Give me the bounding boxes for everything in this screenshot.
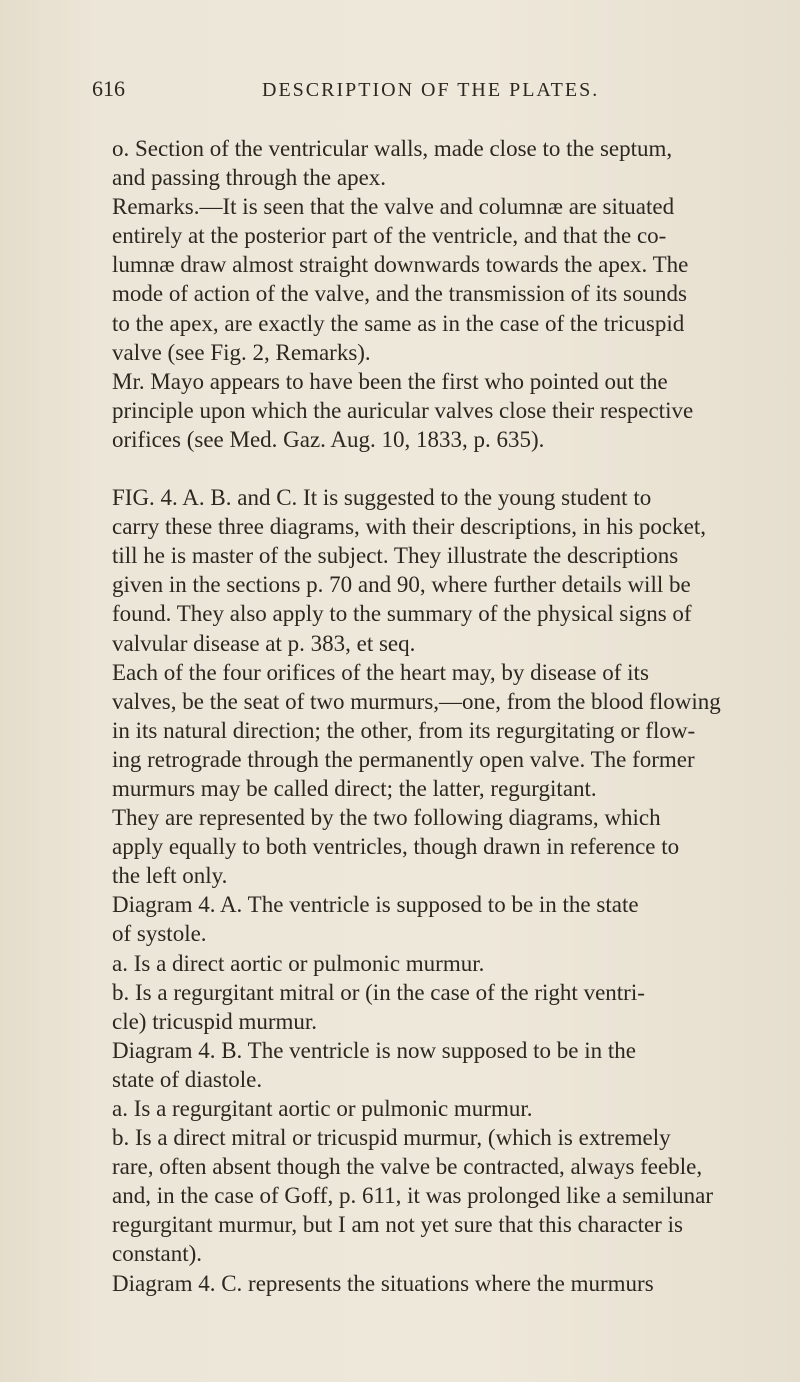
paragraph-diagram-4b [88, 1036, 752, 1094]
text-line: the left only. [112, 863, 228, 889]
text-line: rare, often absent though the valve be contracted, always feeble, [112, 1154, 703, 1180]
text-line: principle upon which the auricular valves close their respective [112, 397, 694, 423]
text-line: Diagram 4. B. The ventricle is now supposed to be in the [112, 1037, 637, 1063]
text-line: mode of action of the valve, and the transmission of its sounds [112, 281, 687, 307]
text-line: They are represented by the two following diagrams, which [112, 805, 661, 831]
text-line: state of diastole. [112, 1066, 263, 1092]
text-line: found. They also apply to the summary of the physical signs of [112, 601, 692, 627]
text-line: o. Section of the ventricular walls, made close to the septum, [112, 136, 673, 161]
text-line: valves, be the seat of two murmurs,—one, from the blood flowing [112, 688, 721, 714]
text-line: carry these three diagrams, with their descriptions, in his pocket, [112, 514, 706, 540]
running-title: DESCRIPTION OF THE PLATES. [262, 79, 600, 101]
paragraph-diagram-4c [88, 1269, 752, 1298]
text-line: till he is master of the subject. They illustrate the descriptions [112, 543, 679, 569]
paragraph-4a-item-b [88, 978, 752, 1036]
text-line: regurgitant murmur, but I am not yet sure that this character is [112, 1212, 683, 1238]
text-line: ing retrograde through the permanently open valve. The former [112, 746, 695, 772]
paragraph-4b-item-b [88, 1123, 752, 1268]
paragraph-remarks [88, 192, 752, 367]
text-line: a. Is a regurgitant aortic or pulmonic murmur. [112, 1096, 533, 1121]
text-line: b. Is a direct mitral or tricuspid murmur, (which is extremely [112, 1125, 671, 1151]
text-line: to the apex, are exactly the same as in the case of the tricuspid [112, 310, 685, 336]
text-line: Diagram 4. C. represents the situations where the murmurs [112, 1270, 654, 1296]
paragraph-fig-4 [88, 483, 752, 658]
text-line: and, in the case of Goff, p. 611, it was prolonged like a semilunar [112, 1183, 714, 1209]
text-line: of systole. [112, 921, 207, 947]
running-head [88, 76, 752, 116]
text-line: Mr. Mayo appears to have been the first who pointed out the [112, 368, 668, 394]
text-line: a. Is a direct aortic or pulmonic murmur. [112, 950, 485, 976]
paragraph-represented [88, 803, 752, 890]
text-line: and passing through the apex. [112, 165, 387, 191]
text-line: lumnæ draw almost straight downwards towards the apex. The [112, 252, 689, 278]
text-line: murmurs may be called direct; the latter, regurgitant. [112, 775, 597, 801]
text-line: in its natural direction; the other, from its regurgitating or flow- [112, 717, 696, 743]
paragraph-mayo [88, 367, 752, 454]
paragraph-4a-item-a [88, 949, 752, 978]
text-line: constant). [112, 1241, 203, 1267]
text-line: b. Is a regurgitant mitral or (in the case of the right ventri- [112, 979, 645, 1005]
text-line: valvular disease at p. 383, et seq. [112, 630, 416, 656]
text-line: FIG. 4. A. B. and C. It is suggested to the young student to [112, 485, 652, 511]
paragraph-4b-item-a [88, 1094, 752, 1123]
text-line: entirely at the posterior part of the ventricle, and that the co- [112, 223, 667, 249]
text-line: given in the sections p. 70 and 90, where further details will be [112, 572, 691, 598]
body-text [88, 134, 752, 1298]
text-line: cle) tricuspid murmur. [112, 1008, 318, 1034]
text-line: Remarks.—It is seen that the valve and columnæ are situated [112, 194, 675, 220]
page-number: 616 [92, 76, 125, 101]
paragraph-section-o [88, 134, 752, 192]
text-line: orifices (see Med. Gaz. Aug. 10, 1833, p. 635). [112, 426, 545, 452]
paragraph-diagram-4a [88, 890, 752, 948]
text-line: apply equally to both ventricles, though drawn in reference to [112, 834, 680, 860]
text-line: valve (see Fig. 2, Remarks). [112, 339, 371, 365]
text-line: Each of the four orifices of the heart may, by disease of its [112, 659, 649, 685]
paragraph-four-orifices [88, 658, 752, 803]
text-line: Diagram 4. A. The ventricle is supposed to be in the state [112, 892, 639, 918]
